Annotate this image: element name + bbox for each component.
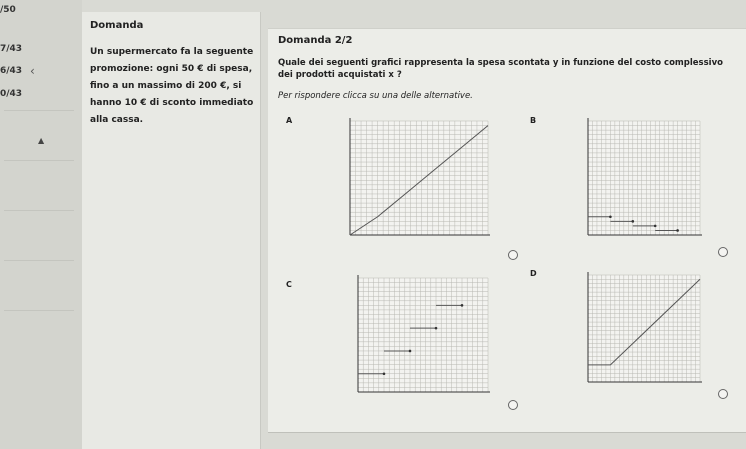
radio-option-a[interactable] (508, 250, 518, 260)
graph-option-b[interactable] (580, 115, 704, 247)
problem-line (90, 95, 260, 112)
score-label: 6/43 (0, 66, 23, 76)
question-panel (82, 12, 261, 449)
panel-title: Domanda (90, 20, 144, 31)
score-label: /50 (0, 5, 16, 15)
divider (4, 110, 74, 111)
plot-area (358, 278, 488, 392)
graph-option-a[interactable] (342, 115, 492, 247)
series-point (435, 327, 438, 330)
divider (4, 310, 74, 311)
chevron-left-icon[interactable]: ‹ (30, 64, 35, 78)
text: di sconto immediato (146, 98, 254, 108)
question-number: Domanda 2/2 (278, 35, 353, 46)
plot-area (588, 275, 700, 382)
series-point (383, 372, 386, 375)
instruction-text: Per rispondere clicca su una delle alternative. (278, 91, 473, 101)
amount: 50 € (181, 64, 204, 74)
text: promozione: ogni (90, 64, 182, 74)
option-label-c: C (286, 280, 292, 289)
option-label-b: B (530, 116, 537, 125)
question-navigator (0, 0, 82, 449)
series-point (654, 225, 657, 228)
series-point (409, 350, 412, 353)
plot-area (350, 121, 488, 235)
problem-line: alla cassa. (90, 115, 144, 125)
graph-option-d[interactable] (580, 269, 704, 394)
problem-text (90, 44, 260, 129)
radio-option-c[interactable] (508, 400, 518, 410)
divider (4, 210, 74, 211)
question-text: Quale dei seguenti grafici rappresenta la spesa scontata y in funzione del costo complessivo dei prodotti acquistati x ? (278, 58, 723, 80)
series-point (461, 304, 464, 307)
answer-panel (268, 28, 746, 433)
problem-line: Un supermercato fa la seguente (90, 47, 254, 57)
caret-up-icon: ▲ (38, 136, 45, 145)
problem-line (90, 78, 260, 95)
divider (4, 260, 74, 261)
text: fino a un massimo di (90, 81, 199, 91)
radio-option-d[interactable] (718, 389, 728, 399)
series-point (676, 229, 679, 232)
problem-line (90, 61, 260, 78)
amount: 200 € (198, 81, 227, 91)
score-label: 0/43 (0, 89, 23, 99)
option-label-a: A (286, 116, 293, 125)
text: hanno (90, 98, 125, 108)
series-point (632, 220, 635, 223)
text: , si (226, 81, 242, 91)
plot-area (588, 121, 700, 235)
graph-option-c[interactable] (350, 272, 492, 404)
amount: 10 € (124, 98, 147, 108)
divider (4, 160, 74, 161)
score-label: 7/43 (0, 44, 23, 54)
text: di spesa, (203, 64, 253, 74)
series-point (609, 215, 612, 218)
radio-option-b[interactable] (718, 247, 728, 257)
option-label-d: D (530, 269, 537, 278)
